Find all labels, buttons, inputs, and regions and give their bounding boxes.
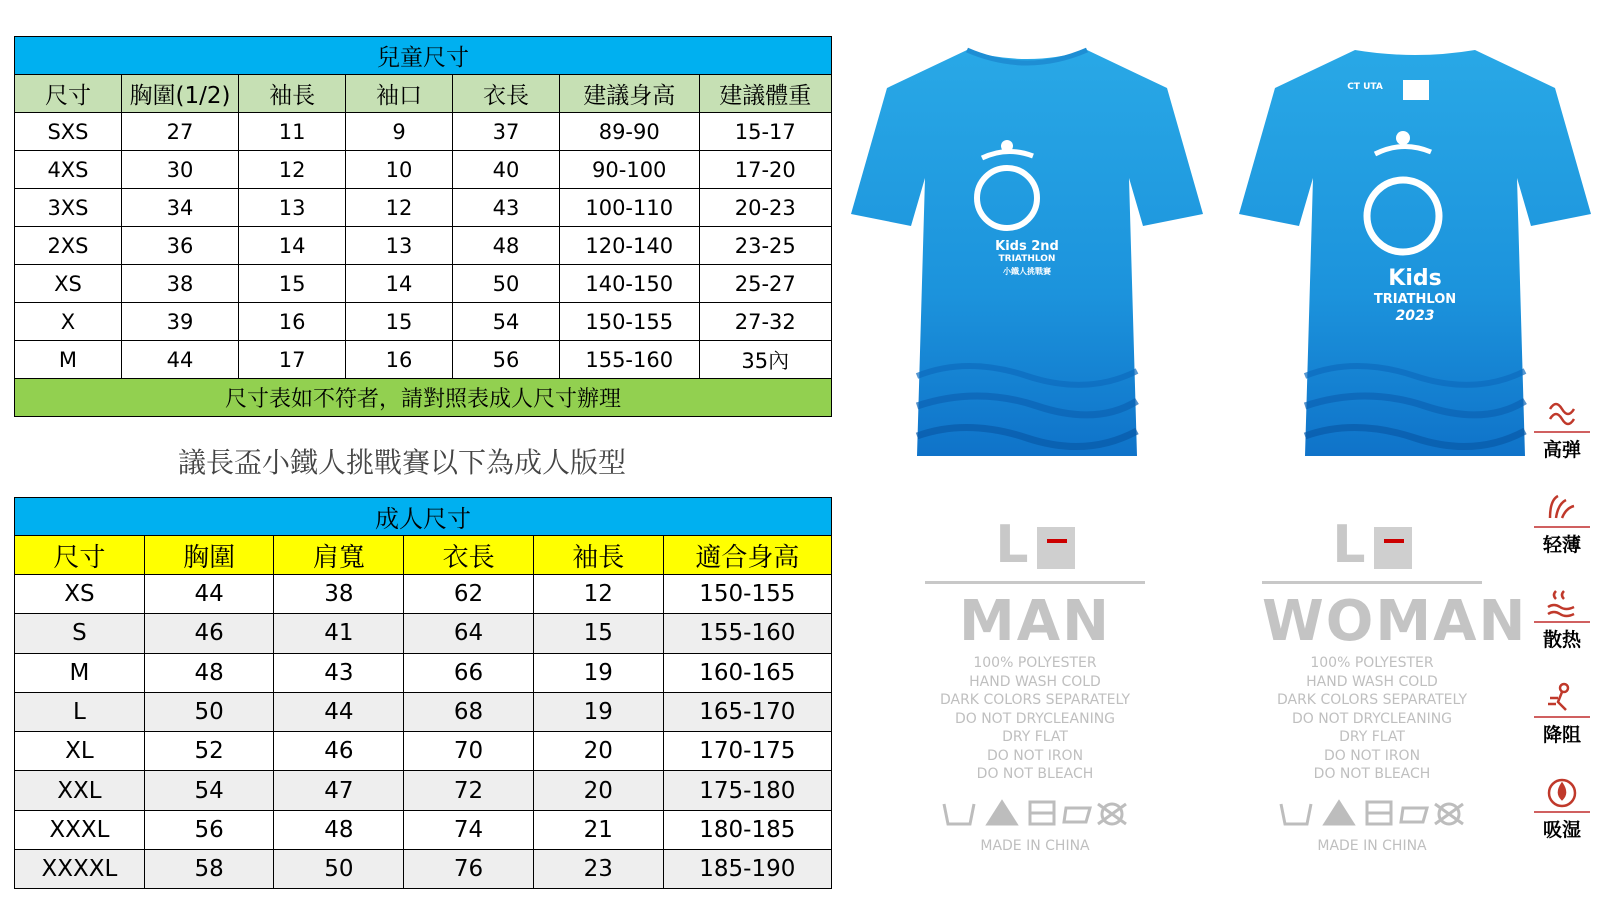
care-instruction: DARK COLORS SEPARATELY (1276, 692, 1468, 708)
care-instruction: 100% POLYESTER (1310, 655, 1434, 671)
adult-table-cell: XS (15, 575, 145, 614)
adult-table-cell: 48 (144, 653, 274, 692)
made-in-text: MADE IN CHINA (980, 837, 1090, 854)
feature-label: 散热 (1542, 629, 1581, 651)
adult-section-caption: 議長盃小鐵人挑戰賽以下為成人版型 (178, 446, 627, 479)
tshirt-front-image (847, 46, 1207, 466)
back-logo-line3: 2023 (1395, 308, 1435, 324)
kids-table-cell: M (15, 341, 122, 379)
front-logo-line1: Kids 2nd (995, 239, 1059, 254)
adult-table-row (15, 850, 832, 889)
kids-header-cell: 袖長 (239, 75, 346, 113)
feature-divider (1534, 431, 1590, 433)
kids-table-cell: 14 (346, 265, 453, 303)
kids-table-cell: 56 (453, 341, 560, 379)
kids-header-cell: 袖口 (346, 75, 453, 113)
label-size: L (1332, 515, 1366, 575)
care-label-woman (1262, 515, 1528, 854)
kids-table-cell: 30 (121, 151, 238, 189)
adult-table-row (15, 653, 832, 692)
adult-table-cell: 47 (274, 771, 404, 810)
kids-table-cell: 12 (239, 151, 346, 189)
feature-item (1530, 585, 1594, 680)
kids-table-row (15, 341, 832, 379)
adult-table-cell: XL (15, 732, 145, 771)
adult-table-cell: 46 (274, 732, 404, 771)
kids-table-row (15, 227, 832, 265)
care-instruction: DO NOT DRYCLEANING (954, 710, 1116, 727)
feature-divider (1534, 621, 1590, 623)
label-size-row (1262, 515, 1482, 575)
adult-table-cell: XXXL (15, 810, 145, 849)
feature-divider (1534, 526, 1590, 528)
adult-table-cell: 50 (274, 850, 404, 889)
adult-table-cell: 175-180 (663, 771, 831, 810)
feature-item (1530, 680, 1594, 775)
front-logo-line3: 小鐵人挑戰賽 (1003, 267, 1051, 276)
kids-table-cell: 155-160 (559, 341, 699, 379)
label-size: L (995, 515, 1029, 575)
adult-table-row (15, 732, 832, 771)
drag-reduction-icon (1530, 680, 1594, 716)
adult-table-cell: 20 (533, 771, 663, 810)
kids-table-row (15, 113, 832, 151)
adult-header-cell: 衣長 (404, 536, 534, 575)
adult-table-cell: 19 (533, 692, 663, 731)
kids-table-cell: 9 (346, 113, 453, 151)
kids-table-cell: 16 (239, 303, 346, 341)
kids-table-cell: 120-140 (559, 227, 699, 265)
adult-table-cell: 64 (404, 614, 534, 653)
kids-table-cell: 43 (453, 189, 560, 227)
kids-table-cell: XS (15, 265, 122, 303)
adult-table-cell: 74 (404, 810, 534, 849)
kids-header-cell: 建議體重 (699, 75, 832, 113)
care-instruction: DARK COLORS SEPARATELY (939, 692, 1131, 708)
kids-table-cell: 54 (453, 303, 560, 341)
kids-table-row (15, 303, 832, 341)
kids-table-cell: 27-32 (699, 303, 832, 341)
back-badge: CT UTA (1347, 82, 1383, 92)
kids-table-cell: 25-27 (699, 265, 832, 303)
kids-table-cell: 39 (121, 303, 238, 341)
adult-table-cell: S (15, 614, 145, 653)
adult-table-cell: L (15, 692, 145, 731)
kids-table-cell: 3XS (15, 189, 122, 227)
kids-table-cell: 34 (121, 189, 238, 227)
adult-table-cell: 46 (144, 614, 274, 653)
adult-table-cell: 44 (144, 575, 274, 614)
kids-table-row (15, 265, 832, 303)
adult-table-cell: 54 (144, 771, 274, 810)
adult-table-cell: 66 (404, 653, 534, 692)
stretch-icon (1530, 395, 1594, 431)
adult-table-row (15, 575, 832, 614)
brand-tag-icon (1374, 527, 1412, 569)
care-instruction: DO NOT DRYCLEANING (1291, 710, 1453, 727)
care-instruction: DRY FLAT (1339, 729, 1405, 745)
kids-table-cell: 50 (453, 265, 560, 303)
back-logo-line1: Kids (1388, 266, 1442, 291)
kids-table-cell: 35內 (699, 341, 832, 379)
feature-divider (1534, 811, 1590, 813)
adult-size-table (14, 497, 832, 889)
adult-header-cell: 尺寸 (15, 536, 145, 575)
adult-table-cell: 62 (404, 575, 534, 614)
brand-tag-icon (1037, 527, 1075, 569)
feature-label: 吸湿 (1542, 819, 1581, 841)
adult-table-cell: 155-160 (663, 614, 831, 653)
label-divider (1262, 581, 1482, 584)
kids-table-cell: 12 (346, 189, 453, 227)
adult-table-cell: 160-165 (663, 653, 831, 692)
care-instruction: DO NOT BLEACH (1313, 766, 1431, 782)
adult-table-cell: M (15, 653, 145, 692)
adult-table-cell: 41 (274, 614, 404, 653)
kids-table-cell: 13 (346, 227, 453, 265)
kids-table-cell: 140-150 (559, 265, 699, 303)
kids-table-cell: 89-90 (559, 113, 699, 151)
moisture-absorb-icon (1530, 775, 1594, 811)
adult-table-cell: 44 (274, 692, 404, 731)
adult-table-cell: 56 (144, 810, 274, 849)
adult-table-cell: 52 (144, 732, 274, 771)
adult-table-row (15, 614, 832, 653)
adult-table-title: 成人尺寸 (15, 498, 832, 536)
adult-table-cell: 68 (404, 692, 534, 731)
adult-table-cell: 23 (533, 850, 663, 889)
feature-label: 降阻 (1542, 724, 1581, 746)
kids-table-cell: 14 (239, 227, 346, 265)
kids-size-table (14, 36, 832, 417)
kids-table-cell: 44 (121, 341, 238, 379)
adult-table-row (15, 771, 832, 810)
adult-header-cell: 胸圍 (144, 536, 274, 575)
kids-table-cell: 27 (121, 113, 238, 151)
adult-header-cell: 適合身高 (663, 536, 831, 575)
kids-header-cell: 尺寸 (15, 75, 122, 113)
kids-table-row (15, 189, 832, 227)
adult-header-cell: 肩寬 (274, 536, 404, 575)
kids-header-cell: 胸圍(1/2) (121, 75, 238, 113)
kids-table-cell: X (15, 303, 122, 341)
care-instruction: DRY FLAT (1002, 729, 1068, 745)
kids-table-cell: 17-20 (699, 151, 832, 189)
adult-table-row (15, 810, 832, 849)
feature-label: 轻薄 (1542, 534, 1581, 556)
kids-table-cell: 13 (239, 189, 346, 227)
adult-table-cell: XXXXL (15, 850, 145, 889)
adult-table-cell: 76 (404, 850, 534, 889)
kids-table-cell: SXS (15, 113, 122, 151)
adult-table-cell: 50 (144, 692, 274, 731)
feature-item (1530, 395, 1594, 490)
adult-table-cell: 185-190 (663, 850, 831, 889)
kids-table-cell: 11 (239, 113, 346, 151)
kids-table-cell: 23-25 (699, 227, 832, 265)
care-instruction: 100% POLYESTER (973, 655, 1097, 671)
kids-table-cell: 100-110 (559, 189, 699, 227)
adult-header-cell: 袖長 (533, 536, 663, 575)
front-logo-line2: TRIATHLON (998, 254, 1056, 264)
care-instruction: DO NOT BLEACH (976, 766, 1094, 782)
label-gender: WOMAN (1262, 589, 1528, 654)
care-instruction: DO NOT IRON (1323, 747, 1421, 764)
back-logo-line2: TRIATHLON (1373, 292, 1457, 307)
adult-table-cell: 72 (404, 771, 534, 810)
kids-table-cell: 90-100 (559, 151, 699, 189)
label-size-row (925, 515, 1145, 575)
adult-table-cell: 21 (533, 810, 663, 849)
feature-label: 高弹 (1542, 439, 1581, 461)
kids-table-cell: 48 (453, 227, 560, 265)
kids-table-cell: 4XS (15, 151, 122, 189)
kids-table-cell: 15 (346, 303, 453, 341)
adult-table-cell: 70 (404, 732, 534, 771)
feature-item (1530, 775, 1594, 870)
kids-table-cell: 17 (239, 341, 346, 379)
adult-table-cell: 12 (533, 575, 663, 614)
label-divider (925, 581, 1145, 584)
adult-table-cell: 180-185 (663, 810, 831, 849)
kids-table-footer: 尺寸表如不符者，請對照表成人尺寸辦理 (15, 379, 832, 417)
feature-list (1530, 395, 1594, 870)
feature-item (1530, 490, 1594, 585)
kids-table-cell: 150-155 (559, 303, 699, 341)
lightweight-icon (1530, 490, 1594, 526)
kids-table-cell: 15-17 (699, 113, 832, 151)
kids-table-cell: 37 (453, 113, 560, 151)
kids-header-cell: 衣長 (453, 75, 560, 113)
label-gender: MAN (959, 589, 1111, 654)
care-instruction: DO NOT IRON (986, 747, 1084, 764)
adult-table-cell: 20 (533, 732, 663, 771)
adult-table-cell: 165-170 (663, 692, 831, 731)
adult-table-cell: XXL (15, 771, 145, 810)
kids-table-cell: 2XS (15, 227, 122, 265)
care-symbols-icon (925, 796, 1145, 830)
made-in-text: MADE IN CHINA (1317, 837, 1427, 854)
care-instruction: HAND WASH COLD (969, 673, 1101, 690)
adult-table-cell: 58 (144, 850, 274, 889)
adult-table-cell: 170-175 (663, 732, 831, 771)
kids-table-cell: 36 (121, 227, 238, 265)
kids-table-cell: 20-23 (699, 189, 832, 227)
care-symbols-icon (1262, 796, 1482, 830)
kids-table-cell: 40 (453, 151, 560, 189)
feature-divider (1534, 716, 1590, 718)
adult-table-cell: 38 (274, 575, 404, 614)
kids-table-cell: 15 (239, 265, 346, 303)
kids-table-cell: 16 (346, 341, 453, 379)
adult-table-cell: 15 (533, 614, 663, 653)
kids-table-title: 兒童尺寸 (15, 37, 832, 75)
kids-header-cell: 建議身高 (559, 75, 699, 113)
adult-table-cell: 19 (533, 653, 663, 692)
kids-table-cell: 10 (346, 151, 453, 189)
adult-table-row (15, 692, 832, 731)
care-instruction: HAND WASH COLD (1306, 673, 1438, 690)
heat-dissipation-icon (1530, 585, 1594, 621)
care-label-man (925, 515, 1145, 854)
kids-table-cell: 38 (121, 265, 238, 303)
adult-table-cell: 48 (274, 810, 404, 849)
adult-table-cell: 43 (274, 653, 404, 692)
kids-table-row (15, 151, 832, 189)
adult-table-cell: 150-155 (663, 575, 831, 614)
